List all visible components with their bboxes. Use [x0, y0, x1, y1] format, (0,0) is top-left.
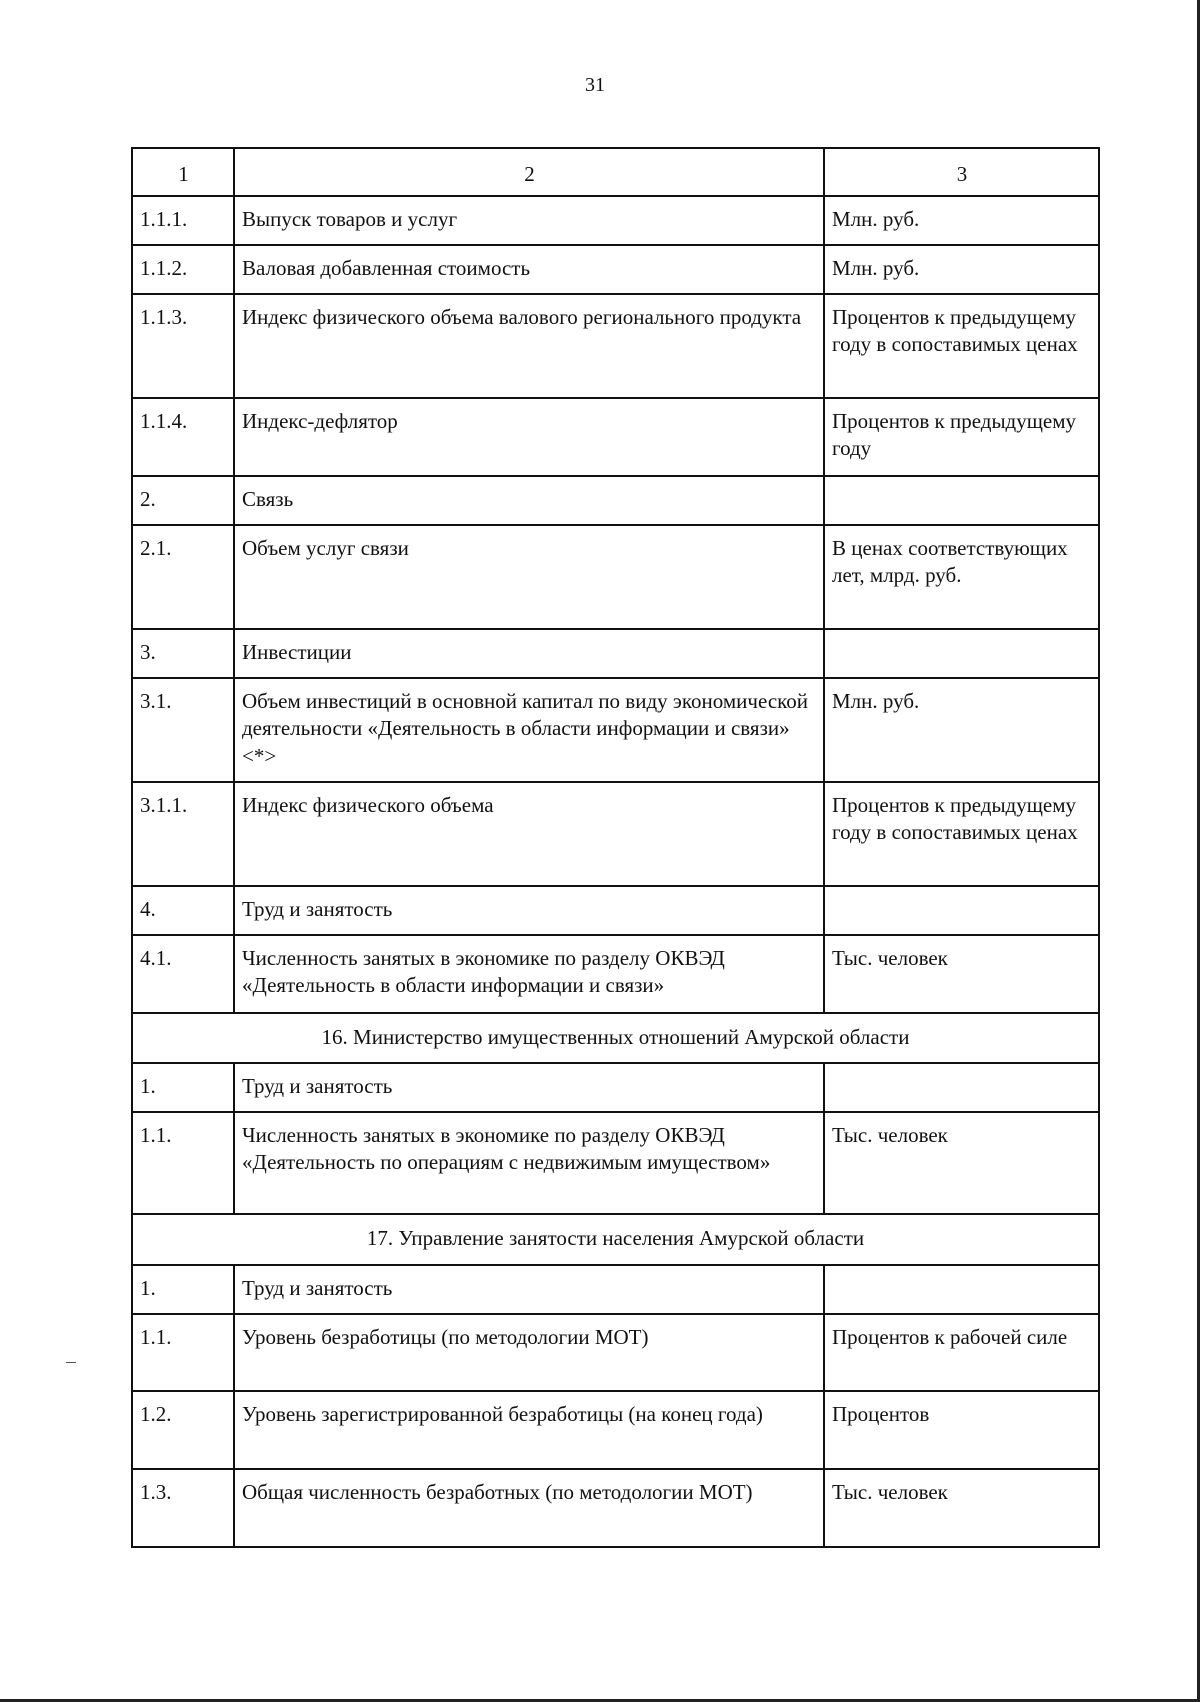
- table-row: [132, 1063, 1099, 1112]
- unit-of-measure: [824, 886, 1099, 935]
- table-row: [132, 1391, 1099, 1469]
- row-number: 3.1.1.: [132, 782, 234, 886]
- row-number: 1.2.: [132, 1391, 234, 1469]
- row-number: 2.: [132, 476, 234, 525]
- section-heading: 16. Министерство имущественных отношений Амурской области: [132, 1013, 1099, 1063]
- indicator-name: Объем услуг связи: [234, 525, 824, 629]
- table-row: [132, 678, 1099, 782]
- page-number: 31: [585, 74, 605, 96]
- unit-of-measure: Млн. руб.: [824, 196, 1099, 245]
- table-row: [132, 398, 1099, 476]
- table-row: [132, 1314, 1099, 1391]
- unit-of-measure: Процентов к предыдущему году: [824, 398, 1099, 476]
- row-number: 4.1.: [132, 935, 234, 1013]
- unit-of-measure: Тыс. человек: [824, 1112, 1099, 1214]
- table-row: [132, 1112, 1099, 1214]
- indicator-name: Уровень безработицы (по методологии МОТ): [234, 1314, 824, 1391]
- row-number: 1.1.3.: [132, 294, 234, 398]
- table-row: [132, 196, 1099, 245]
- unit-of-measure: [824, 629, 1099, 678]
- row-number: 3.: [132, 629, 234, 678]
- indicator-name: Выпуск товаров и услуг: [234, 196, 824, 245]
- unit-of-measure: Процентов: [824, 1391, 1099, 1469]
- row-number: 1.1.1.: [132, 196, 234, 245]
- indicator-name: Труд и занятость: [234, 886, 824, 935]
- table-row: [132, 476, 1099, 525]
- unit-of-measure: [824, 1265, 1099, 1314]
- indicator-name: Труд и занятость: [234, 1063, 824, 1112]
- section-heading: 17. Управление занятости населения Амурской области: [132, 1214, 1099, 1265]
- indicator-name: Общая численность безработных (по методологии МОТ): [234, 1469, 824, 1547]
- indicator-name: Индекс физического объема валового регионального продукта: [234, 294, 824, 398]
- section-heading-row: [132, 1214, 1099, 1265]
- row-number: 1.: [132, 1063, 234, 1112]
- indicator-name: Численность занятых в экономике по разделу ОКВЭД «Деятельность по операциям с недвижимым имуществом»: [234, 1112, 824, 1214]
- row-number: 3.1.: [132, 678, 234, 782]
- row-number: 1.1.4.: [132, 398, 234, 476]
- indicator-name: Уровень зарегистрированной безработицы (на конец года): [234, 1391, 824, 1469]
- table-row: [132, 782, 1099, 886]
- unit-of-measure: Процентов к предыдущему году в сопоставимых ценах: [824, 782, 1099, 886]
- table-row: [132, 525, 1099, 629]
- table-row: [132, 935, 1099, 1013]
- row-number: 1.: [132, 1265, 234, 1314]
- indicator-name: Связь: [234, 476, 824, 525]
- scan-speck: [66, 1362, 76, 1363]
- unit-of-measure: Тыс. человек: [824, 1469, 1099, 1547]
- indicator-name: Валовая добавленная стоимость: [234, 245, 824, 294]
- table-row: [132, 886, 1099, 935]
- unit-of-measure: [824, 476, 1099, 525]
- indicator-name: Индекс физического объема: [234, 782, 824, 886]
- row-number: 1.1.2.: [132, 245, 234, 294]
- indicator-name: Труд и занятость: [234, 1265, 824, 1314]
- column-unit-header: 3: [824, 148, 1099, 196]
- indicators-table: [131, 147, 1100, 1548]
- table-row: [132, 629, 1099, 678]
- table-header-row: [132, 148, 1099, 196]
- unit-of-measure: В ценах соответствующих лет, млрд. руб.: [824, 525, 1099, 629]
- unit-of-measure: Тыс. человек: [824, 935, 1099, 1013]
- indicator-name: Объем инвестиций в основной капитал по виду экономической деятельности «Деятельность в области информации и связи» <*>: [234, 678, 824, 782]
- row-number: 1.1.: [132, 1314, 234, 1391]
- column-number-header: 1: [132, 148, 234, 196]
- table-row: [132, 294, 1099, 398]
- indicator-name: Индекс-дефлятор: [234, 398, 824, 476]
- unit-of-measure: Млн. руб.: [824, 678, 1099, 782]
- table-row: [132, 245, 1099, 294]
- indicator-name: Численность занятых в экономике по разделу ОКВЭД «Деятельность в области информации и связи»: [234, 935, 824, 1013]
- row-number: 4.: [132, 886, 234, 935]
- unit-of-measure: [824, 1063, 1099, 1112]
- unit-of-measure: Процентов к предыдущему году в сопоставимых ценах: [824, 294, 1099, 398]
- table-row: [132, 1265, 1099, 1314]
- row-number: 1.3.: [132, 1469, 234, 1547]
- indicator-name: Инвестиции: [234, 629, 824, 678]
- column-indicator-header: 2: [234, 148, 824, 196]
- unit-of-measure: Процентов к рабочей силе: [824, 1314, 1099, 1391]
- table-row: [132, 1469, 1099, 1547]
- section-heading-row: [132, 1013, 1099, 1063]
- row-number: 2.1.: [132, 525, 234, 629]
- row-number: 1.1.: [132, 1112, 234, 1214]
- unit-of-measure: Млн. руб.: [824, 245, 1099, 294]
